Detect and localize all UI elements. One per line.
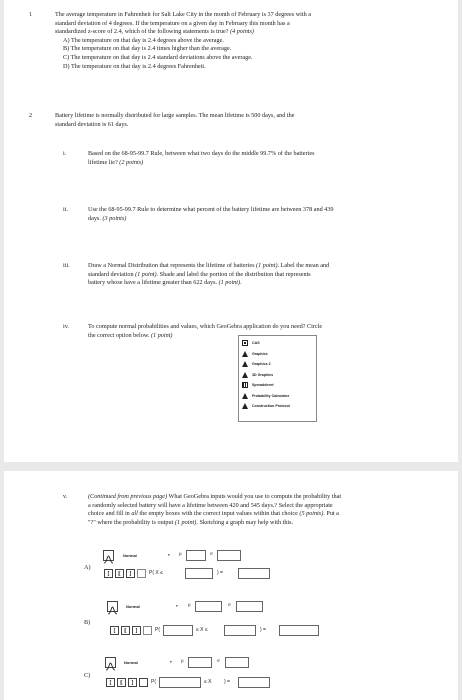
sigma-label: σ <box>228 603 231 608</box>
mu-input[interactable] <box>186 550 206 561</box>
menu-item-graphics[interactable]: Graphics <box>239 349 316 360</box>
normal-curve-icon <box>105 657 116 668</box>
sigma-input[interactable] <box>225 657 249 668</box>
question-2-part-iv-line-1: To compute normal probabilities and values, which GeoGebra application do you need? Circle <box>88 323 323 330</box>
right-sided-button[interactable]: ] <box>132 626 141 635</box>
question-2-part-ii-line-1: Use the 68-95-99.7 Rule to determine what percent of the battery lifetime are between 378 and 439 <box>88 206 334 213</box>
sigma-input[interactable] <box>236 601 263 612</box>
mu-label: μ <box>179 552 182 557</box>
question-1-option-d: D) The temperature on that day is 2.4 degrees Fahrenheit. <box>63 62 206 70</box>
mu-input[interactable] <box>188 657 212 668</box>
probability-variable: ≤ X ≤ <box>196 627 208 633</box>
chevron-down-icon[interactable]: ▾ <box>170 660 172 664</box>
cas-icon <box>242 340 248 346</box>
menu-item-probability-calculator[interactable]: Probability Calculator <box>239 391 316 402</box>
distribution-label: Normal <box>126 604 140 609</box>
question-2-part-v-line-4: "?" where the probability is output (1 point). Sketching a graph may help with this. <box>88 518 294 526</box>
menu-item-graphics-2[interactable]: Graphics 2 <box>239 359 316 370</box>
choice-b-letter: B) <box>84 619 91 626</box>
step-button[interactable] <box>137 569 146 578</box>
right-sided-button[interactable]: ] <box>128 678 137 687</box>
worksheet-page-1 <box>4 0 458 462</box>
question-1-option-c: C) The temperature on that day is 2.4 standard deviations above the average. <box>63 54 253 61</box>
question-2-text-line-1: Battery lifetime is normally distributed for large samples. The mean lifetime is 500 days, and the <box>55 112 295 119</box>
equals-label: ) = <box>217 570 223 576</box>
interval-button[interactable]: ⟦ <box>117 678 126 687</box>
question-2-part-ii-line-2: days. (3 points) <box>88 214 127 222</box>
question-2-part-ii-number: ii. <box>63 206 68 213</box>
question-2-part-iii-line-3: battery whose have a lifetime greater than 622 days. (1 point). <box>88 279 242 287</box>
sigma-label: σ <box>210 552 213 557</box>
question-1-number: 1 <box>29 11 33 18</box>
mu-label: μ <box>181 659 184 664</box>
step-button[interactable] <box>139 678 148 687</box>
probability-calculator-icon <box>242 393 248 399</box>
question-2-part-iii-number: iii. <box>63 262 70 269</box>
menu-item-construction-protocol[interactable]: Construction Protocol <box>239 401 316 412</box>
normal-curve-icon <box>107 601 118 612</box>
right-sided-button[interactable]: ] <box>126 569 135 578</box>
menu-item-spreadsheet[interactable]: Spreadsheet <box>239 380 316 391</box>
spreadsheet-icon <box>242 382 248 388</box>
question-2-part-iv-number: iv. <box>63 323 69 330</box>
question-2-part-v-number: v. <box>63 493 68 500</box>
interval-button[interactable]: ⟦ <box>121 626 130 635</box>
mu-label: μ <box>188 603 191 608</box>
question-1-text-line-3: standardized z-score of 2.4, which of the following statements is true? (4 points) <box>55 28 254 36</box>
mu-input[interactable] <box>195 601 222 612</box>
probability-variable: ≤ X <box>204 679 212 685</box>
question-2-part-i-line-2: lifetime lie? (2 points) <box>88 158 144 166</box>
probability-output[interactable] <box>238 568 270 579</box>
equals-label: ) = <box>260 627 266 633</box>
question-2-part-i-line-1: Based on the 68-95-99.7 Rule, between what two days do the middle 99.7% of the batteries <box>88 150 315 157</box>
sigma-label: σ <box>217 659 220 664</box>
probability-expression: P( X ≤ <box>149 570 163 576</box>
distribution-label: Normal <box>124 660 138 665</box>
question-1-text-line-2: standard deviation of 4 degrees. If the temperature on a given day in February this month has a <box>55 19 290 27</box>
chevron-down-icon[interactable]: ▾ <box>168 553 170 557</box>
left-sided-button[interactable]: [ <box>104 569 113 578</box>
question-2-part-v-line-1: (Continued from previous page) What GeoGebra inputs would you use to compute the probability that <box>88 493 342 500</box>
question-2-part-iii-line-1: Draw a Normal Distribution that represents the lifetime of batteries (1 point). Label the mean and <box>88 262 330 269</box>
probability-output[interactable] <box>279 625 319 636</box>
3d-graphics-icon <box>242 372 248 378</box>
geogebra-app-menu <box>238 335 317 422</box>
question-1-option-a: A) The temperature on that day is 2.4 degrees above the average. <box>63 36 224 44</box>
equals-label: ) = <box>224 679 230 685</box>
worksheet-page-2 <box>4 471 458 700</box>
sigma-input[interactable] <box>217 550 241 561</box>
construction-protocol-icon <box>242 403 248 409</box>
upper-bound-input[interactable] <box>185 568 213 579</box>
question-1-option-b: B) The temperature on that day is 2.4 times higher than the average. <box>63 45 232 53</box>
question-1-text-line-1: The average temperature in Fahrenheit for Salt Lake City in the month of February is 37 degrees with a <box>55 11 312 18</box>
question-2-part-i-number: i. <box>63 150 67 157</box>
graphics-icon <box>242 351 248 357</box>
interval-button[interactable]: ⟦ <box>115 569 124 578</box>
lower-bound-input[interactable] <box>163 625 193 636</box>
choice-c-letter: C) <box>84 672 91 679</box>
question-2-part-v-line-3: choice and fill in all the empty boxes with the correct input values within that choice (5 points). Put a <box>88 510 339 518</box>
probability-output[interactable] <box>238 677 270 688</box>
menu-item-3d-graphics[interactable]: 3D Graphics <box>239 370 316 381</box>
question-2-part-iii-line-2: standard deviation (1 point). Shade and label the portion of the distribution that represents <box>88 270 311 278</box>
question-2-part-iv-line-2: the correct option below. (1 point) <box>88 331 173 339</box>
menu-item-cas[interactable]: CAS <box>239 338 316 349</box>
left-sided-button[interactable]: [ <box>110 626 119 635</box>
left-sided-button[interactable]: [ <box>106 678 115 687</box>
probability-open: P( <box>151 679 156 685</box>
upper-bound-input[interactable] <box>224 625 256 636</box>
question-2-part-v-line-2: a randomly selected battery will have a lifetime between 420 and 545 days.? Select the appropriate <box>88 501 333 509</box>
probability-open: P( <box>155 627 160 633</box>
chevron-down-icon[interactable]: ▾ <box>176 604 178 608</box>
distribution-label: Normal <box>123 553 137 558</box>
step-button[interactable] <box>143 626 152 635</box>
question-2-number: 2 <box>29 112 33 119</box>
question-2-text-line-2: standard deviation is 61 days. <box>55 120 129 128</box>
choice-a-letter: A) <box>84 564 91 571</box>
graphics-icon <box>242 361 248 367</box>
normal-curve-icon <box>103 550 114 561</box>
lower-bound-input[interactable] <box>159 677 201 688</box>
